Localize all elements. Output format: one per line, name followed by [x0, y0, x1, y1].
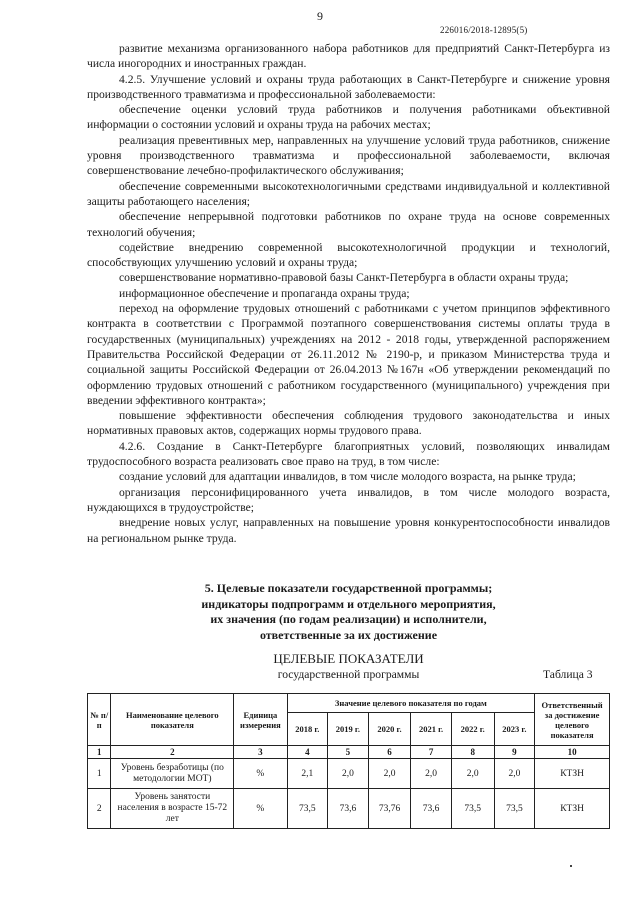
paragraph: повышение эффективности обеспечения соблюдения трудового законодательства и иных нормативных правовых актов, содержащих нормы трудового права.: [87, 409, 610, 438]
row-name: Уровень занятости населения в возрасте 15-72 лет: [111, 789, 234, 829]
header-year: 2021 г.: [411, 713, 452, 746]
header-no: № п/п: [88, 694, 111, 746]
index-cell: 2: [111, 746, 234, 759]
paragraph: обеспечение непрерывной подготовки работников по охране труда на основе современных технологий обучения;: [87, 210, 610, 239]
section-heading-line: 5. Целевые показатели государственной программы;: [204, 581, 493, 595]
scan-speck: [570, 865, 572, 867]
table-row: [88, 759, 610, 789]
indicators-table: [87, 693, 610, 829]
header-values: Значение целевого показателя по годам: [287, 694, 535, 713]
page-number: 9: [317, 9, 323, 23]
paragraph-4-2-6: 4.2.6. Создание в Санкт-Петербурге благоприятных условий, позволяющих инвалидам трудоспособного возраста реализовать свое право на труд, в том числе:: [87, 439, 610, 469]
header-unit: Единица измерения: [234, 694, 287, 746]
index-cell: 8: [451, 746, 494, 759]
row-name: Уровень безработицы (по методологии МОТ): [111, 759, 234, 789]
row-value: 73,6: [411, 789, 452, 829]
paragraph: обеспечение оценки условий труда работников и получения работниками объективной информации о состоянии условий и охраны труда на рабочих местах;: [87, 103, 610, 132]
header-year: 2023 г.: [494, 713, 535, 746]
table-caption-title: ЦЕЛЕВЫЕ ПОКАЗАТЕЛИ: [273, 651, 424, 666]
row-value: 73,5: [451, 789, 494, 829]
table-header-row: [88, 694, 610, 713]
row-no: 2: [88, 789, 111, 829]
header-year: 2018 г.: [287, 713, 328, 746]
header-year: 2020 г.: [368, 713, 411, 746]
row-value: 2,1: [287, 759, 328, 789]
paragraph: совершенствование нормативно-правовой базы Санкт-Петербурга в области охраны труда;: [119, 271, 569, 285]
paragraph: внедрение новых услуг, направленных на повышение уровня конкурентоспособности инвалидов на региональном рынке труда.: [87, 516, 610, 545]
index-cell: 6: [368, 746, 411, 759]
row-value: 73,5: [287, 789, 328, 829]
row-responsible: КТЗН: [535, 789, 610, 829]
paragraph: обеспечение современными высокотехнологичными средствами индивидуальной и коллективной защиты работающего населения;: [87, 179, 610, 208]
table-number: Таблица 3: [543, 668, 593, 681]
paragraph: информационное обеспечение и пропаганда охраны труда;: [119, 286, 410, 300]
index-cell: 7: [411, 746, 452, 759]
row-no: 1: [88, 759, 111, 789]
header-responsible: Ответственный за достижение целевого показателя: [535, 694, 610, 746]
paragraph-4-2-5: 4.2.5. Улучшение условий и охраны труда работающих в Санкт-Петербурге и снижение уровня производственного травматизма и профессиональной заболеваемости:: [87, 72, 610, 101]
row-value: 2,0: [494, 759, 535, 789]
row-value: 73,76: [368, 789, 411, 829]
row-responsible: КТЗН: [535, 759, 610, 789]
document-id: 226016/2018-12895(5): [440, 25, 528, 35]
table-index-row: [88, 746, 610, 759]
table-caption-subtitle: государственной программы: [277, 668, 420, 681]
section-heading-line: индикаторы подпрограмм и отдельного мероприятия,: [201, 596, 496, 611]
header-year: 2022 г.: [451, 713, 494, 746]
section-heading-line: ответственные за их достижение: [259, 627, 438, 642]
paragraph: реализация превентивных мер, направленных на улучшение условий труда работников, снижение уровня производственного травматизма и профессиональной заболеваемости, включая совершенствование лечебно-профилактического обслуживания;: [87, 133, 610, 178]
paragraph: переход на оформление трудовых отношений с работниками с учетом принципов эффективного контракта в соответствии с Программой поэтапного совершенствования системы оплаты труда в государственных (муниципальных) учреждениях на 2012 - 2018 годы, утвержденной распоряжением Правительства Российской Федерации от 26.11.2012 № 2190-р, и приказом Министерства труда и социальной защиты Российской Федерации от 26.04.2013 №167н «Об утверждении рекомендаций по оформлению трудовых отношений с работником государственного (муниципального) учреждения при введении эффективного контракта»;: [87, 302, 610, 407]
row-unit: %: [234, 789, 287, 829]
paragraph: содействие внедрению современной высокотехнологичной продукции и технологий, способствующих улучшению условий и охраны труда;: [87, 240, 610, 270]
paragraph: организация персонифицированного учета инвалидов, в том числе молодого возраста, нуждающихся в трудоустройстве;: [87, 485, 610, 514]
index-cell: 3: [234, 746, 287, 759]
index-cell: 5: [328, 746, 369, 759]
row-unit: %: [234, 759, 287, 789]
table-row: [88, 789, 610, 829]
index-cell: 10: [535, 746, 610, 759]
row-value: 2,0: [328, 759, 369, 789]
paragraph: развитие механизма организованного набора работников для предприятий Санкт-Петербурга из числа иногородних и иностранных граждан.: [87, 42, 610, 71]
row-value: 73,6: [328, 789, 369, 829]
index-cell: 4: [287, 746, 328, 759]
section-heading-line: их значения (по годам реализации) и исполнители,: [210, 612, 487, 626]
paragraph: создание условий для адаптации инвалидов, в том числе молодого возраста, на рынке труда;: [119, 470, 576, 484]
row-value: 2,0: [411, 759, 452, 789]
index-cell: 1: [88, 746, 111, 759]
section-heading: [87, 581, 610, 643]
row-value: 2,0: [451, 759, 494, 789]
row-value: 2,0: [368, 759, 411, 789]
header-year: 2019 г.: [328, 713, 369, 746]
body-text: [87, 41, 610, 546]
index-cell: 9: [494, 746, 535, 759]
row-value: 73,5: [494, 789, 535, 829]
header-name: Наименование целевого показателя: [111, 694, 234, 746]
